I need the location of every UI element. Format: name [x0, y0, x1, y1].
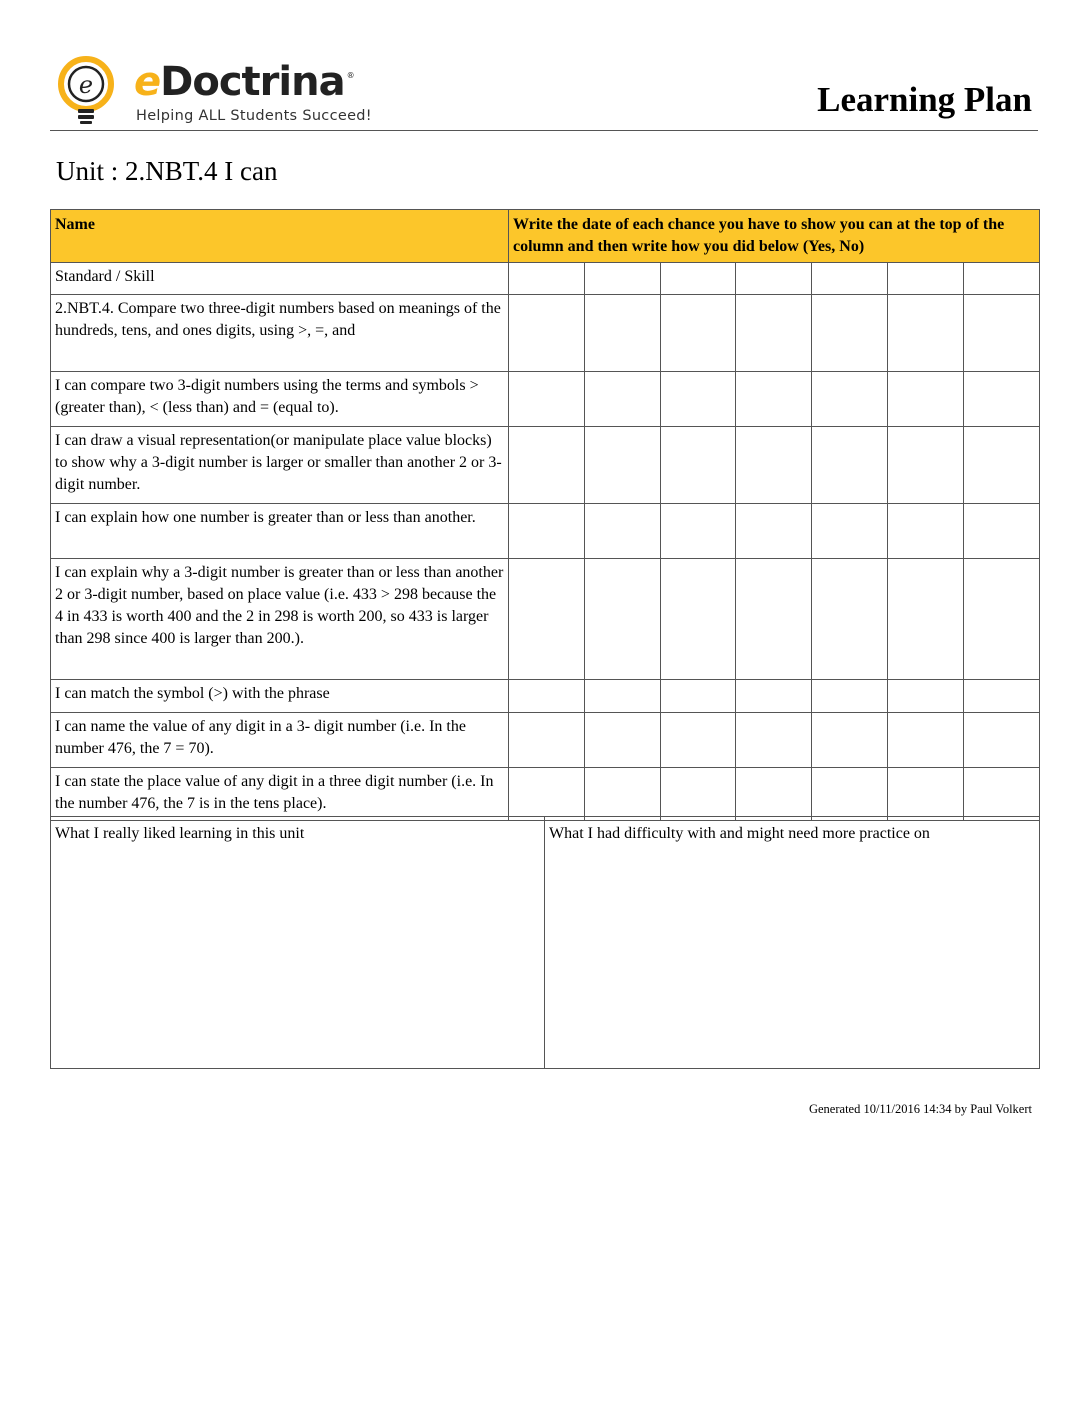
date-result-cell[interactable]	[585, 504, 661, 559]
date-result-cell[interactable]	[509, 680, 585, 713]
date-result-cell[interactable]	[661, 680, 736, 713]
reflection-row	[51, 817, 1040, 1069]
date-result-cell[interactable]	[661, 427, 736, 504]
table-row	[51, 372, 1040, 427]
learning-plan-table	[50, 209, 1040, 821]
date-result-cell[interactable]	[509, 427, 585, 504]
date-result-cell[interactable]	[964, 680, 1040, 713]
date-result-cell[interactable]	[661, 372, 736, 427]
skill-cell: I can explain why a 3-digit number is greater than or less than another 2 or 3-digit number, based on place value (i.e. 433 > 298 because the 4 in 433 is worth 400 and the 2 in 298 is worth 200, so 433 is larger than 298 since 400 is larger than 200.).	[51, 559, 509, 680]
brand-prefix: e	[134, 59, 161, 105]
date-result-cell[interactable]	[661, 263, 736, 295]
date-result-cell[interactable]	[509, 713, 585, 768]
lightbulb-icon	[54, 54, 126, 126]
date-result-cell[interactable]	[812, 504, 888, 559]
date-result-cell[interactable]	[585, 295, 661, 372]
unit-title: Unit : 2.NBT.4 I can	[56, 156, 278, 186]
date-result-cell[interactable]	[585, 372, 661, 427]
skill-cell: 2.NBT.4. Compare two three-digit numbers based on meanings of the hundreds, tens, and ones digits, using >, =, and	[51, 295, 509, 372]
date-result-cell[interactable]	[964, 713, 1040, 768]
date-result-cell[interactable]	[888, 680, 964, 713]
date-result-cell[interactable]	[585, 713, 661, 768]
date-result-cell[interactable]	[888, 263, 964, 295]
date-result-cell[interactable]	[509, 559, 585, 680]
date-result-cell[interactable]	[736, 559, 812, 680]
date-result-cell[interactable]	[888, 504, 964, 559]
skill-cell: I can match the symbol (>) with the phrase	[51, 680, 509, 713]
skill-cell: I can draw a visual representation(or manipulate place value blocks) to show why a 3-digit number is larger or smaller than another 2 or 3-digit number.	[51, 427, 509, 504]
name-header-cell[interactable]: Name	[51, 210, 509, 263]
date-result-cell[interactable]	[661, 295, 736, 372]
page-header	[50, 50, 1038, 131]
date-result-cell[interactable]	[888, 372, 964, 427]
skill-cell: I can state the place value of any digit in a three digit number (i.e. In the number 476, the 7 is in the tens place).	[51, 768, 509, 821]
date-result-cell[interactable]	[736, 372, 812, 427]
date-result-cell[interactable]	[736, 768, 812, 821]
date-result-cell[interactable]	[888, 427, 964, 504]
instruction-header-cell: Write the date of each chance you have to show you can at the top of the column and then write how you did below (Yes, No)	[509, 210, 1040, 263]
date-result-cell[interactable]	[964, 427, 1040, 504]
generated-footer: Generated 10/11/2016 14:34 by Paul Volkert	[808, 1102, 1032, 1116]
skill-cell: Standard / Skill	[51, 263, 509, 295]
table-row	[51, 504, 1040, 559]
table-row	[51, 559, 1040, 680]
registered-mark: ®	[346, 71, 354, 80]
table-row	[51, 427, 1040, 504]
skill-cell: I can name the value of any digit in a 3- digit number (i.e. In the number 476, the 7 = 70).	[51, 713, 509, 768]
date-result-cell[interactable]	[585, 427, 661, 504]
liked-learning-box[interactable]: What I really liked learning in this unit	[51, 817, 545, 1069]
table-row	[51, 680, 1040, 713]
reflection-table	[50, 816, 1040, 1069]
date-result-cell[interactable]	[812, 713, 888, 768]
date-result-cell[interactable]	[509, 372, 585, 427]
date-result-cell[interactable]	[888, 559, 964, 680]
skill-cell: I can explain how one number is greater than or less than another.	[51, 504, 509, 559]
date-result-cell[interactable]	[661, 504, 736, 559]
date-result-cell[interactable]	[736, 295, 812, 372]
difficulty-box[interactable]: What I had difficulty with and might need more practice on	[545, 817, 1040, 1069]
table-header-row	[51, 210, 1040, 263]
date-result-cell[interactable]	[812, 295, 888, 372]
date-result-cell[interactable]	[964, 559, 1040, 680]
date-result-cell[interactable]	[509, 504, 585, 559]
date-result-cell[interactable]	[509, 768, 585, 821]
date-result-cell[interactable]	[585, 680, 661, 713]
date-result-cell[interactable]	[812, 680, 888, 713]
date-result-cell[interactable]	[736, 713, 812, 768]
date-result-cell[interactable]	[736, 504, 812, 559]
date-result-cell[interactable]	[812, 559, 888, 680]
date-result-cell[interactable]	[964, 768, 1040, 821]
brand-tagline: Helping ALL Students Succeed!	[136, 108, 372, 124]
date-result-cell[interactable]	[585, 768, 661, 821]
document-title: Learning Plan	[817, 80, 1032, 119]
date-result-cell[interactable]	[509, 263, 585, 295]
edoctrina-logo	[54, 54, 374, 126]
date-result-cell[interactable]	[585, 559, 661, 680]
date-result-cell[interactable]	[964, 295, 1040, 372]
date-result-cell[interactable]	[509, 295, 585, 372]
brand-word: Doctrina	[160, 59, 345, 105]
date-result-cell[interactable]	[888, 713, 964, 768]
date-result-cell[interactable]	[736, 263, 812, 295]
date-result-cell[interactable]	[812, 427, 888, 504]
date-result-cell[interactable]	[888, 768, 964, 821]
table-row	[51, 295, 1040, 372]
date-result-cell[interactable]	[964, 504, 1040, 559]
table-row	[51, 713, 1040, 768]
brand-name	[134, 60, 354, 104]
date-result-cell[interactable]	[812, 263, 888, 295]
date-result-cell[interactable]	[964, 263, 1040, 295]
skill-cell: I can compare two 3-digit numbers using the terms and symbols > (greater than), < (less than) and = (equal to).	[51, 372, 509, 427]
date-result-cell[interactable]	[888, 295, 964, 372]
date-result-cell[interactable]	[661, 713, 736, 768]
date-result-cell[interactable]	[661, 559, 736, 680]
date-result-cell[interactable]	[812, 768, 888, 821]
date-result-cell[interactable]	[812, 372, 888, 427]
table-row	[51, 768, 1040, 821]
date-result-cell[interactable]	[736, 680, 812, 713]
date-result-cell[interactable]	[736, 427, 812, 504]
date-result-cell[interactable]	[661, 768, 736, 821]
date-result-cell[interactable]	[585, 263, 661, 295]
svg-text:e: e	[78, 71, 94, 99]
table-row	[51, 263, 1040, 295]
date-result-cell[interactable]	[964, 372, 1040, 427]
